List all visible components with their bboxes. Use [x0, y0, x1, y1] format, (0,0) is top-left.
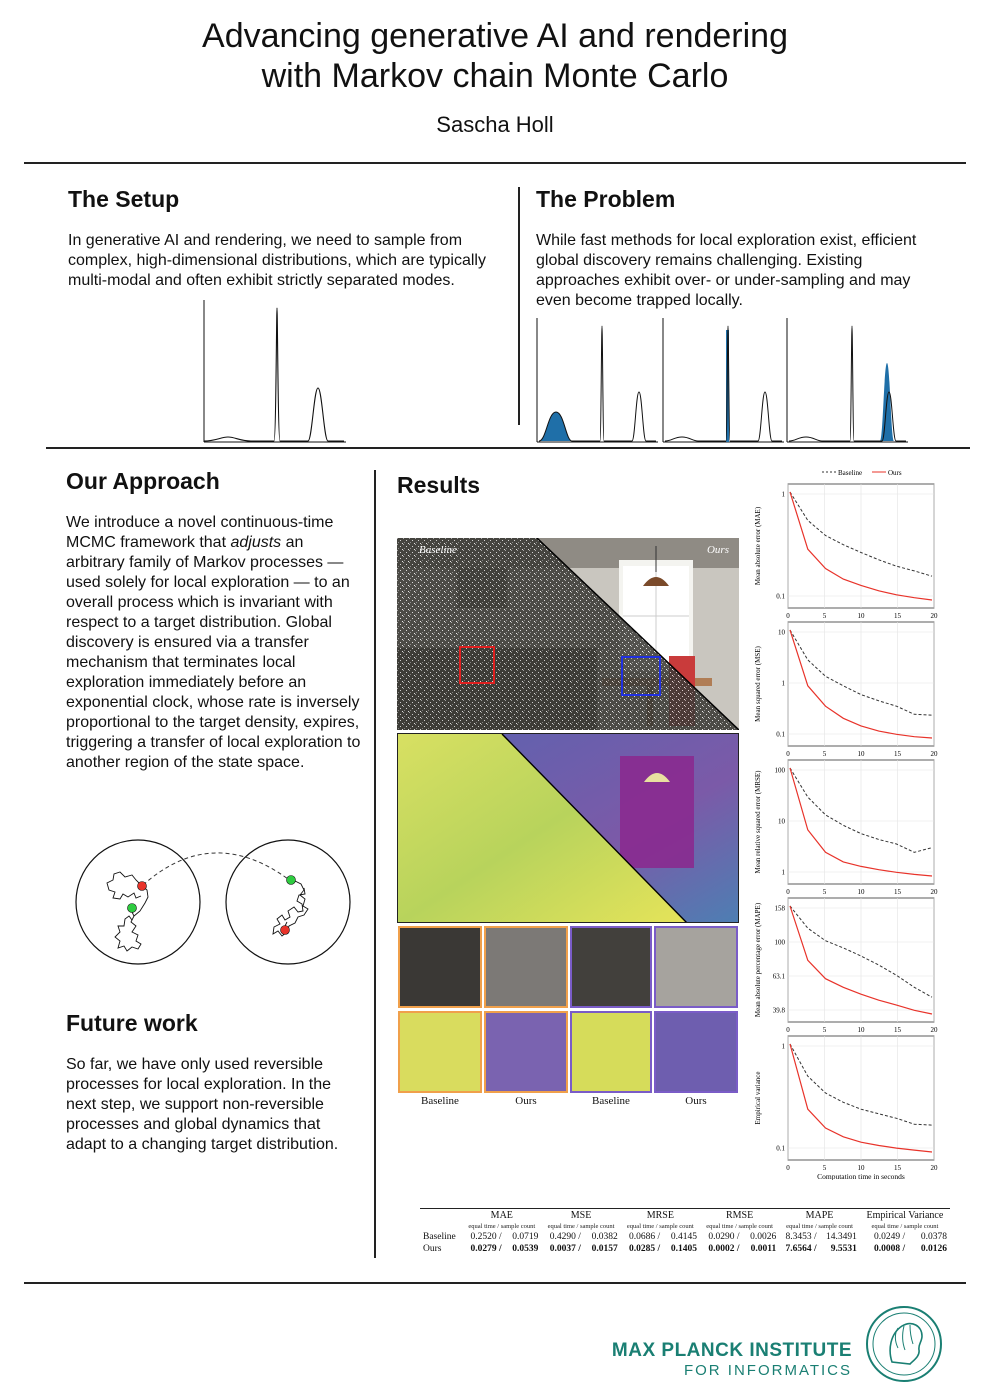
render-comparison [397, 538, 739, 730]
col-rmse: RMSE [725, 1210, 754, 1221]
y-tick-label: 10 [778, 628, 785, 637]
sub-mrse: equal time / sample count [626, 1223, 694, 1230]
x-tick-label: 5 [822, 1026, 827, 1034]
y-tick-label: 100 [774, 938, 785, 947]
future-heading: Future work [66, 1010, 198, 1036]
table-cell: 7.6564 / [785, 1244, 817, 1254]
x-tick-label: 0 [786, 888, 790, 896]
header-divider [24, 162, 966, 164]
right-trajectory [273, 881, 308, 936]
institute-sub: FOR INFORMATICS [683, 1362, 852, 1379]
table-cell: 0.2520 / [470, 1232, 502, 1242]
table-cell: 9.5531 [830, 1244, 857, 1254]
title-line-1: Advancing generative AI and rendering [202, 17, 788, 55]
x-tick-label: 20 [930, 1164, 938, 1172]
approach-text-a: We introduce a novel continuous-time MCMC framework that [66, 514, 334, 551]
crop-ours-1 [484, 926, 568, 1008]
crop-box-blue [621, 656, 661, 696]
y-axis-label: Mean squared error (MSE) [754, 646, 762, 722]
x-tick-label: 10 [857, 888, 865, 896]
title-line-2: with Markov chain Monte Carlo [261, 57, 729, 95]
setup-density-plot [196, 300, 346, 445]
x-tick-label: 10 [857, 750, 865, 758]
table-sub-corner [420, 1222, 462, 1231]
y-axis-label: Mean relative squared error (MRSE) [754, 770, 762, 874]
y-axis-label: Empirical variance [754, 1071, 762, 1125]
y-tick-label: 0.1 [776, 1144, 785, 1153]
left-green-point [128, 904, 137, 913]
results-table [420, 1209, 950, 1255]
y-tick-label: 1 [781, 1042, 785, 1051]
sub-mae: equal time / sample count [468, 1223, 536, 1230]
error-map [397, 733, 739, 923]
table-cell: 0.0157 [591, 1244, 618, 1254]
problem-hist-3 [784, 318, 909, 444]
approach-text [66, 513, 366, 773]
x-tick-label: 15 [894, 750, 901, 758]
crop-error-baseline-2 [570, 1011, 652, 1093]
x-tick-label: 5 [822, 612, 827, 620]
crop-box-red [459, 646, 495, 684]
render-label-ours: Ours [706, 544, 729, 556]
row-label: Ours [423, 1244, 442, 1254]
approach-heading: Our Approach [66, 468, 220, 494]
x-tick-label: 5 [822, 1164, 827, 1172]
col-mae: MAE [490, 1210, 513, 1221]
table-cell: 0.0249 / [873, 1232, 906, 1242]
x-tick-label: 20 [930, 1026, 938, 1034]
y-tick-label: 0.1 [776, 730, 785, 739]
crop-error-ours-1 [484, 1011, 568, 1093]
table-cell: 0.0126 [920, 1244, 947, 1254]
table-cell: 0.4145 [670, 1232, 697, 1242]
table-body [420, 1231, 950, 1255]
convergence-charts [748, 462, 944, 1180]
x-tick-label: 10 [857, 1164, 865, 1172]
y-tick-label: 39.8 [772, 1006, 785, 1015]
results-table-wrap [420, 1208, 950, 1255]
future-text: So far, we have only used reversible processes for local exploration. In the next step, we support non-reversible processes and global dynamics that adapt to a changing target distribution. [66, 1056, 339, 1153]
crop-error-baseline-1 [398, 1011, 482, 1093]
error-map-image [398, 734, 739, 923]
x-tick-label: 10 [857, 1026, 865, 1034]
transfer-diagram [62, 824, 362, 984]
minerva-seal-icon [864, 1304, 944, 1384]
table-cell: 0.0279 / [470, 1244, 502, 1254]
render-label-baseline: Baseline [419, 544, 457, 556]
table-cell: 0.0686 / [629, 1232, 661, 1242]
crop-label-3: Baseline [592, 1095, 630, 1107]
right-green-point [287, 876, 296, 885]
x-tick-label: 15 [894, 1026, 901, 1034]
section-divider [46, 447, 970, 449]
mode-circle-left [76, 840, 200, 964]
crop-baseline-2 [570, 926, 652, 1008]
problem-hist-1 [534, 318, 659, 444]
legend-label-ours: Ours [888, 469, 902, 477]
problem-heading: The Problem [536, 186, 676, 212]
table-cell: 8.3453 / [785, 1232, 817, 1242]
x-tick-label: 20 [930, 612, 938, 620]
crop-label-2: Ours [515, 1095, 537, 1107]
col-variance: Empirical Variance [866, 1210, 944, 1221]
results-heading: Results [397, 472, 481, 498]
col-mape: MAPE [805, 1210, 834, 1221]
x-tick-label: 15 [894, 888, 901, 896]
table-cell: 0.4290 / [549, 1232, 581, 1242]
x-axis-label: Computation time in seconds [817, 1172, 905, 1180]
approach-text-b: an arbitrary family of Markov processes — used solely for local exploration — to an overall process which is invariant with respect to a target distribution. Global discovery is ensured via a transfer mechanism that terminates local exploration immediately before an exponential clock, whose rate is inversely proportional to the target density, expires, triggering a transfer of local exploration to another region of the state space. [66, 534, 361, 771]
y-tick-label: 10 [778, 817, 785, 826]
table-cell: 14.3491 [825, 1232, 857, 1242]
table-cell: 0.0008 / [873, 1244, 906, 1254]
col-mrse: MRSE [646, 1210, 674, 1221]
crop-baseline-1 [398, 926, 482, 1008]
x-tick-label: 10 [857, 612, 865, 620]
sub-variance: equal time / sample count [871, 1223, 939, 1230]
crop-label-4: Ours [685, 1095, 707, 1107]
table-cell: 0.0719 [512, 1232, 539, 1242]
table-row-baseline [420, 1231, 950, 1243]
x-tick-label: 5 [822, 888, 827, 896]
transfer-arrow [143, 853, 288, 885]
y-tick-label: 1 [781, 490, 785, 499]
setup-text: In generative AI and rendering, we need to sample from complex, high-dimensional distributions, which are typically multi-modal and often exhibit strictly separated modes. [68, 232, 486, 289]
setup-heading: The Setup [68, 186, 180, 212]
author: Sascha Holl [436, 112, 554, 137]
approach-text-em: adjusts [230, 534, 282, 551]
column-divider-top [518, 187, 520, 425]
y-axis-label: Mean absolute percentage error (MAPE) [754, 902, 762, 1018]
table-corner [420, 1209, 462, 1222]
render-scene [397, 538, 739, 730]
poster-title [0, 16, 990, 96]
table-cell: 0.0382 [591, 1232, 618, 1242]
table-row-ours [420, 1243, 950, 1255]
x-tick-label: 0 [786, 750, 790, 758]
table-cell: 0.0011 [750, 1244, 777, 1254]
x-tick-label: 0 [786, 1026, 790, 1034]
x-tick-label: 0 [786, 1164, 790, 1172]
footer-divider [24, 1282, 966, 1284]
y-tick-label: 1 [781, 868, 785, 877]
problem-text: While fast methods for local exploration exist, efficient global discovery remains challenging. Existing approaches exhibit over- or under-sampling and may even become trapped locally. [536, 232, 917, 309]
table-cell: 0.0037 / [549, 1244, 581, 1254]
table-cell: 0.0002 / [708, 1244, 740, 1254]
x-tick-label: 0 [786, 612, 790, 620]
y-tick-label: 0.1 [776, 592, 785, 601]
y-tick-label: 63.1 [772, 972, 785, 981]
x-tick-label: 15 [894, 612, 901, 620]
y-axis-label: Mean absolute error (MAE) [754, 506, 762, 586]
sub-mape: equal time / sample count [786, 1223, 853, 1230]
crop-label-1: Baseline [421, 1095, 459, 1107]
x-tick-label: 20 [930, 888, 938, 896]
table-cell: 0.0539 [512, 1244, 539, 1254]
table-cell: 0.0285 / [629, 1244, 661, 1254]
mode-circle-right [226, 840, 350, 964]
column-divider-bottom [374, 470, 376, 1258]
table-cell: 0.0290 / [708, 1232, 740, 1242]
crop-error-ours-2 [654, 1011, 738, 1093]
table-cell: 0.1405 [670, 1244, 697, 1254]
legend-label-baseline: Baseline [838, 469, 863, 477]
institute-name: MAX PLANCK INSTITUTE [611, 1340, 852, 1361]
row-label: Baseline [423, 1232, 456, 1242]
col-mse: MSE [570, 1210, 592, 1221]
sub-mse: equal time / sample count [547, 1223, 615, 1230]
x-tick-label: 15 [894, 1164, 901, 1172]
crop-ours-2 [654, 926, 738, 1008]
institute-logo-text [588, 1340, 852, 1379]
table-cell: 0.0378 [920, 1232, 947, 1242]
problem-hist-2 [660, 318, 785, 444]
x-tick-label: 5 [822, 750, 827, 758]
y-tick-label: 158 [774, 904, 785, 913]
table-cell: 0.0026 [750, 1232, 777, 1242]
left-red-point [138, 882, 147, 891]
right-red-point [281, 926, 290, 935]
sub-rmse: equal time / sample count [706, 1223, 773, 1230]
y-tick-label: 100 [774, 766, 785, 775]
y-tick-label: 1 [781, 679, 785, 688]
x-tick-label: 20 [930, 750, 938, 758]
